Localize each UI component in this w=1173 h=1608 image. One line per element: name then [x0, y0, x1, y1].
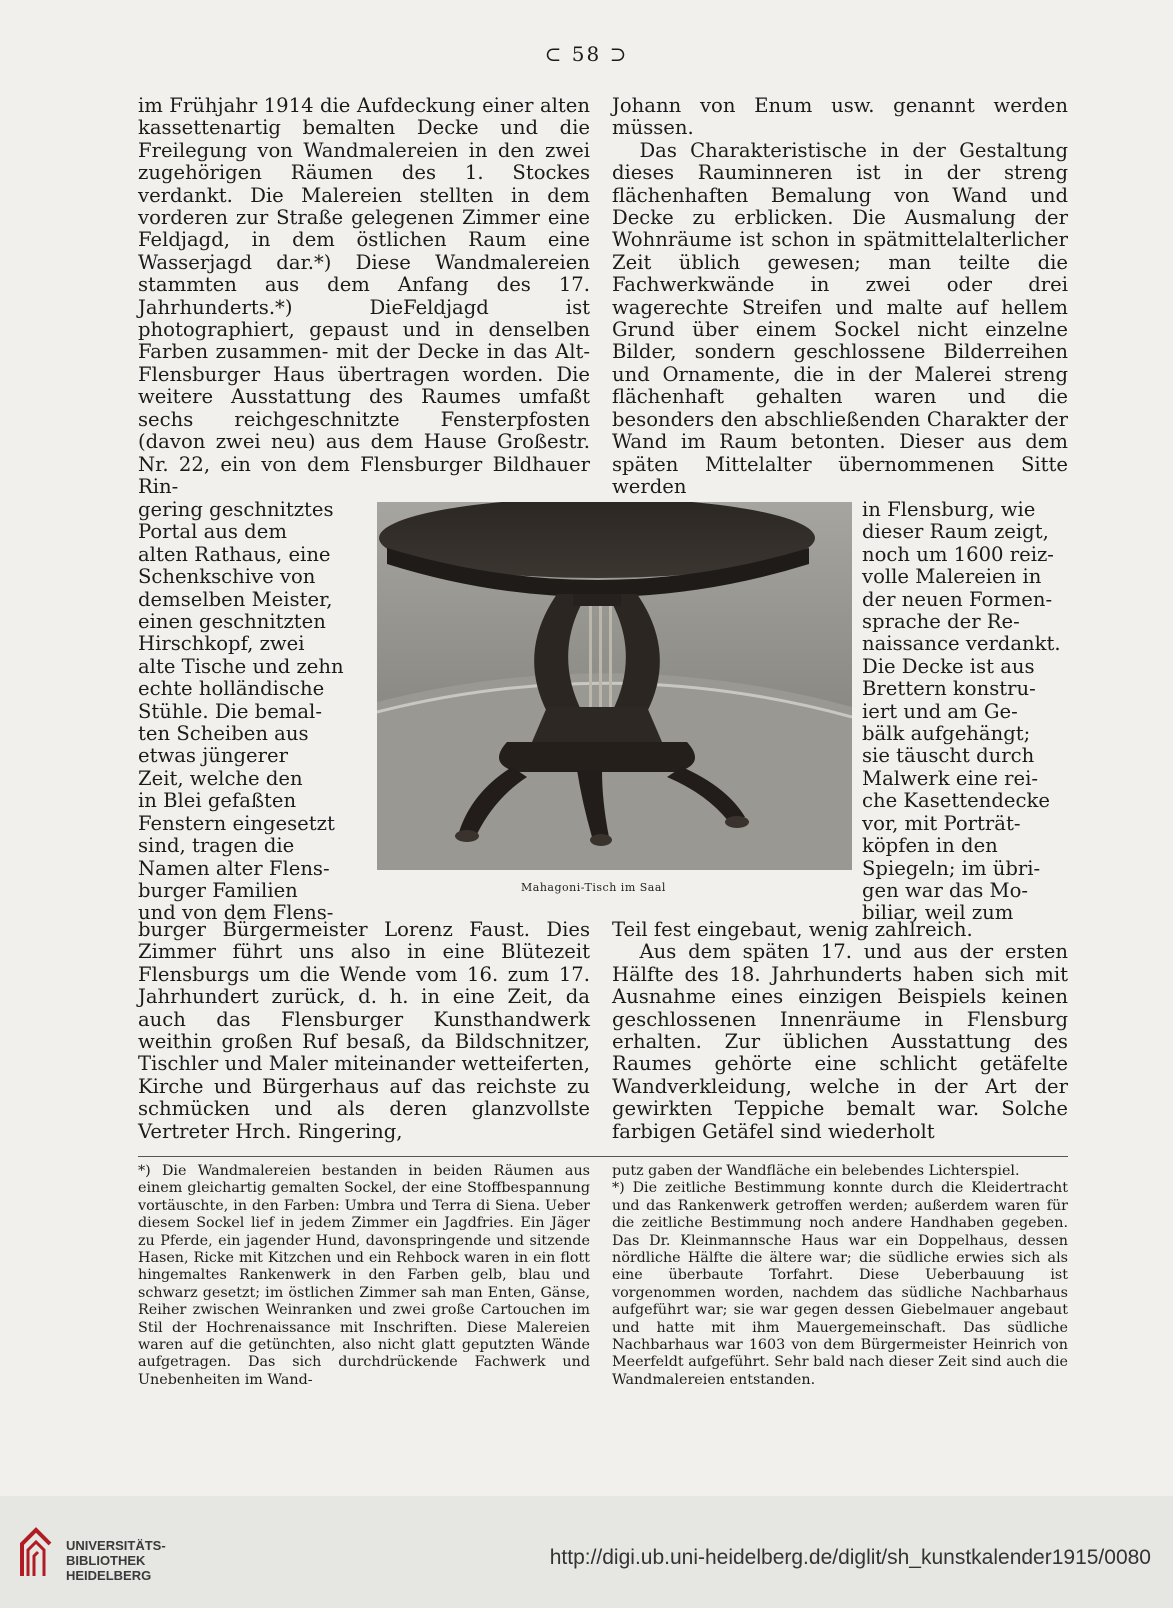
paragraph: Teil fest eingebaut, wenig zahlreich.: [612, 918, 973, 941]
text-line: ten Scheiben aus: [138, 722, 309, 746]
left-column-bottom: [138, 919, 590, 1143]
text-line: alten Rathaus, eine: [138, 542, 331, 566]
text-line: Malwerk eine rei-: [862, 766, 1038, 790]
text-line: sind, tragen die: [138, 834, 295, 858]
text-line: Zeit, welche den: [138, 766, 303, 790]
library-name: [66, 1538, 166, 1583]
text-line: noch um 1600 reiz-: [862, 542, 1054, 566]
text-line: Schenkschive von: [138, 565, 316, 589]
right-column-bottom: [612, 919, 1068, 1143]
text-line: che Kasettendecke: [862, 789, 1050, 813]
text-line: sie täuscht durch: [862, 744, 1035, 768]
footnote-divider: [138, 1156, 1068, 1157]
text-line: Hirschkopf, zwei: [138, 632, 305, 656]
text-line: in Flensburg, wie: [862, 498, 1036, 521]
text-line: der neuen Formen-: [862, 587, 1053, 611]
text-line: einen geschnitzten: [138, 610, 326, 634]
left-column-top: [138, 95, 590, 498]
text-line: und von dem Flens-: [138, 901, 334, 925]
permalink-url[interactable]: http://digi.ub.uni-heidelberg.de/diglit/sh_kunstkalender1915/0080: [549, 1546, 1151, 1569]
viewer-footer: [0, 1496, 1173, 1608]
footnote-right: [612, 1163, 1068, 1389]
left-wrap-column: [138, 499, 378, 925]
text-line: Spiegeln; im übri-: [862, 856, 1041, 880]
text-line: Fenstern eingesetzt: [138, 811, 335, 835]
table-photograph: [377, 502, 852, 870]
text-line: naissance verdankt.: [862, 632, 1061, 656]
paragraph: Johann von Enum usw. genannt werden müssen.: [612, 94, 1068, 140]
text-line: iert und am Ge-: [862, 699, 1018, 723]
text-line: Namen alter Flens-: [138, 856, 330, 880]
text-line: gen war das Mo-: [862, 878, 1029, 902]
text-line: demselben Meister,: [138, 587, 333, 611]
paragraph: burger Bürgermeister Lorenz Faust. Dies Zimmer führt uns also in eine Blütezeit Flensburgs um die Wende vom 16. zum 17. Jahrhundert zurück, d. h. in eine Zeit, da auch das Flensburger Kunsthandwerk weithin großen Ruf besaß, da Bildschnitzer, Tischler und Maler miteinander wetteiferten, Kirche und Bürgerhaus auf das reichste zu schmücken und als deren glanzvollste Vertreter Hrch. Ringering,: [138, 918, 590, 1143]
text-line: burger Familien: [138, 878, 298, 902]
right-wrap-column: [862, 499, 1068, 925]
library-name-line: BIBLIOTHEK: [66, 1553, 146, 1568]
university-library-logo-icon: [14, 1524, 58, 1580]
text-line: dieser Raum zeigt,: [862, 520, 1049, 544]
page-number: ⊂ 58 ⊃: [544, 42, 629, 66]
text-line: köpfen in den: [862, 834, 998, 858]
footnote-text: *) Die Wandmalereien bestanden in beiden Räumen aus einem gleichartig gemalten Sockel, der eine Stoffbespannung vortäuschte, in den Farben: Umbra und Terra di Siena. Ueber diesem Sockel lief in jedem Zimmer ein Jagdfries. Ein Jäger zu Pferde, ein jagender Hund, davonspringende und sitzende Hasen, Ricke mit Kitzchen und ein Rehbock waren in ein flott hingemaltes Rankenwerk in den Farben gelb, blau und schwarz gesetzt; im östlichen Zimmer sah man Enten, Gänse, Reiher zwischen Weinranken und zwei große Cartouchen im Stil der Hochrenaissance mit Inschriften. Diese Malereien waren auf die getünchten, also nicht glatt geputzten Wände aufgetragen. Das sich durchdrückende Fachwerk und Unebenheiten im Wand-: [138, 1163, 590, 1388]
paragraph: im Frühjahr 1914 die Aufdeckung einer alten kassettenartig bemalten Decke und die Freilegung von Wandmalereien in den zwei zugehörigen Räumen des 1. Stockes verdankt. Die Malereien stellten in dem vorderen zur Straße gelegenen Zimmer eine Feldjagd, in dem östlichen Raum eine Wasserjagd dar.*) Diese Wandmalereien stammten aus dem Anfang des 17. Jahrhunderts.*) DieFeldjagd ist photographiert, gepaust und in denselben Farben zusammen- mit der Decke in das Alt-Flensburger Haus übertragen worden. Die weitere Ausstattung des Raumes umfaßt sechs reichgeschnitzte Fensterpfosten (davon zwei neu) aus dem Hause Großestr. Nr. 22, ein von dem Flensburger Bildhauer Rin-: [138, 94, 590, 498]
text-line: echte holländische: [138, 677, 325, 701]
text-line: volle Malereien in: [862, 565, 1042, 589]
library-name-line: HEIDELBERG: [66, 1568, 152, 1583]
text-line: vor, mit Porträt-: [862, 811, 1021, 835]
text-line: sprache der Re-: [862, 610, 1020, 634]
text-line: alte Tische und zehn: [138, 654, 344, 678]
paragraph: Aus dem späten 17. und aus der ersten Hälfte des 18. Jahrhunderts haben sich mit Ausnahme eines einzigen Beispiels keinen geschlossenen Innenräume in Flensburg erhalten. Zur üblichen Ausstattung des Raumes gehörte eine schlicht getäfelte Wandverkleidung, welche in der Art der gewirkten Teppiche bemalt war. Solche farbigen Getäfel sind wiederholt: [612, 940, 1068, 1143]
figure-caption: Mahagoni-Tisch im Saal: [521, 881, 666, 894]
footnote-left: [138, 1163, 590, 1389]
text-line: Stühle. Die bemal-: [138, 699, 322, 723]
library-name-line: UNIVERSITÄTS-: [66, 1538, 166, 1553]
right-column-top: [612, 95, 1068, 498]
text-line: in Blei gefaßten: [138, 789, 297, 813]
text-line: gering geschnitztes: [138, 498, 334, 521]
mahogany-table-illustration: [377, 502, 852, 870]
text-line: etwas jüngerer: [138, 744, 288, 768]
text-line: Die Decke ist aus: [862, 654, 1035, 678]
paragraph: Das Charakteristische in der Gestaltung dieses Rauminneren ist in der streng flächenhaften Bemalung von Wand und Decke zu erblicken. Die Ausmalung der Wohnräume ist schon in spätmittelalterlicher Zeit üblich gewesen; man teilte die Fachwerkwände in zwei oder drei wagerechte Streifen und malte auf hellem Grund über einem Sockel nicht einzelne Bilder, sondern geschlossene Bilderreihen und Ornamente, die in der Malerei streng flächenhaft gehalten waren und die besonders den abschließenden Charakter der Wand im Raum betonten. Dieser aus dem späten Mittelalter übernommenen Sitte werden: [612, 138, 1068, 498]
footnote-text: *) Die zeitliche Bestimmung konnte durch die Kleidertracht und das Rankenwerk getroffen werden; außerdem waren für die zeitliche Bestimmung noch andere Handhaben gegeben. Das Dr. Kleinmannsche Haus war ein Doppelhaus, dessen nördliche Hälfte die ältere war; die südliche erwies sich als eine überbaute Torfahrt. Diese Ueberbauung ist vorgenommen worden, nachdem das südliche Nachbarhaus aufgeführt war; sie war gegen dessen Giebelmauer angebaut und hatte mit ihm Mauergemeinschaft. Das südliche Nachbarhaus war 1603 von dem Bürgermeister Heinrich von Meerfeldt aufgeführt. Sehr bald nach dieser Zeit sind auch die Wandmalereien entstanden.: [612, 1180, 1068, 1388]
text-line: Portal aus dem: [138, 520, 287, 544]
text-line: Brettern konstru-: [862, 677, 1036, 701]
footnote-text: putz gaben der Wandfläche ein belebendes Lichterspiel.: [612, 1163, 1020, 1179]
text-line: biliar, weil zum: [862, 901, 1014, 925]
text-line: bälk aufgehängt;: [862, 722, 1031, 746]
